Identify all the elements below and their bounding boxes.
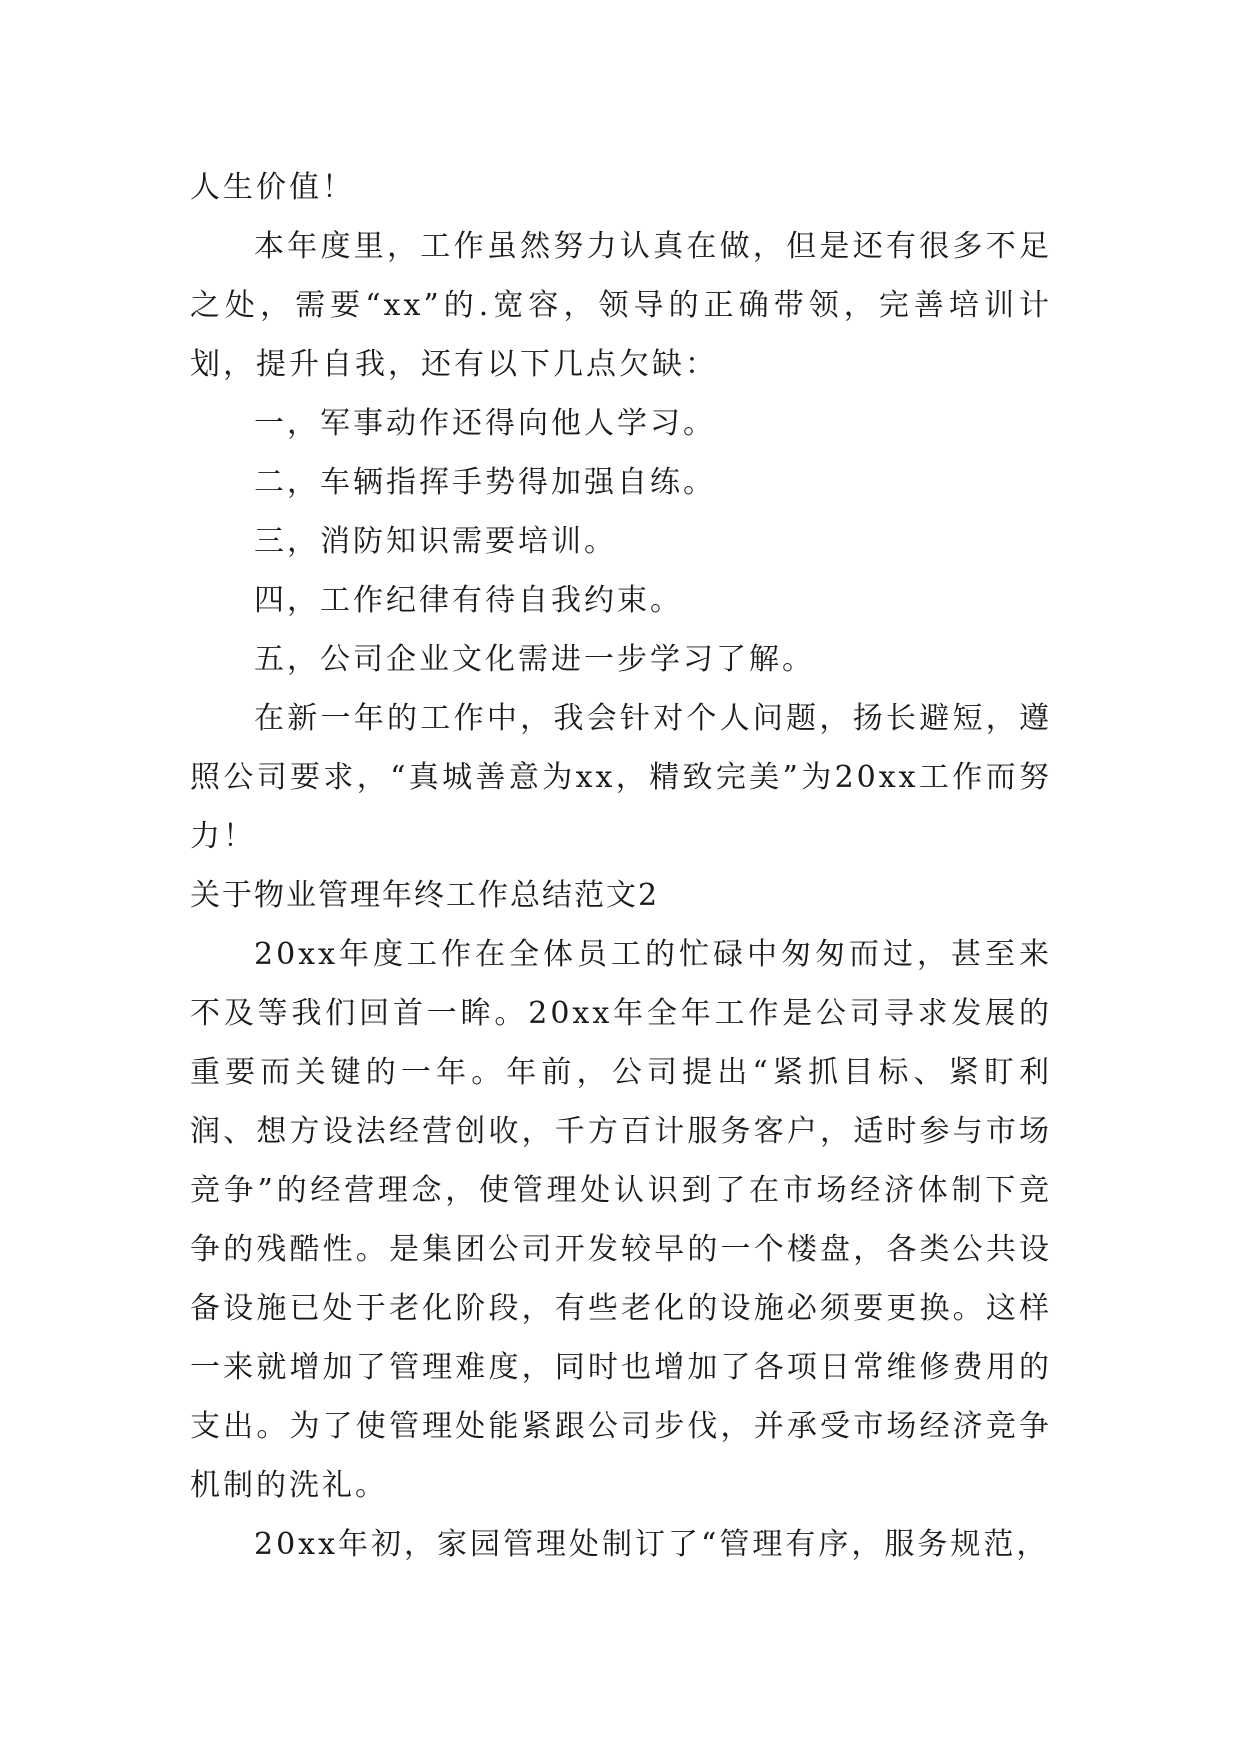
list-item: 一，军事动作还得向他人学习。 (254, 406, 716, 441)
list-item: 四，工作纪律有待自我约束。 (254, 583, 683, 618)
paragraph: 在新一年的工作中，我会针对个人问题，扬长避短，遵照公司要求，“真城善意为xx，精致完美”为20xx工作而努力！ (190, 701, 1052, 854)
paragraph-continued: 人生价值！ (190, 170, 355, 205)
paragraph: 本年度里，工作虽然努力认真在做，但是还有很多不足之处，需要“xx”的.宽容，领导的正确带领，完善培训计划，提升自我，还有以下几点欠缺： (190, 229, 1052, 382)
list-item: 三，消防知识需要培训。 (254, 524, 617, 559)
list-item: 五，公司企业文化需进一步学习了解。 (254, 642, 815, 677)
list-item: 二，车辆指挥手势得加强自练。 (254, 465, 716, 500)
document-body (190, 158, 1052, 1574)
section-heading: 关于物业管理年终工作总结范文2 (190, 878, 660, 913)
paragraph: 20xx年初，家园管理处制订了“管理有序，服务规范， (254, 1527, 1050, 1562)
paragraph: 20xx年度工作在全体员工的忙碌中匆匆而过，甚至来不及等我们回首一眸。20xx年全年工作是公司寻求发展的重要而关键的一年。年前，公司提出“紧抓目标、紧盯利润、想方设法经营创收，千方百计服务客户，适时参与市场竞争”的经营理念，使管理处认识到了在市场经济体制下竞争的残酷性。是集团公司开发较早的一个楼盘，各类公共设备设施已处于老化阶段，有些老化的设施必须要更换。这样一来就增加了管理难度，同时也增加了各项日常维修费用的支出。为了使管理处能紧跟公司步伐，并承受市场经济竞争机制的洗礼。 (190, 937, 1052, 1503)
